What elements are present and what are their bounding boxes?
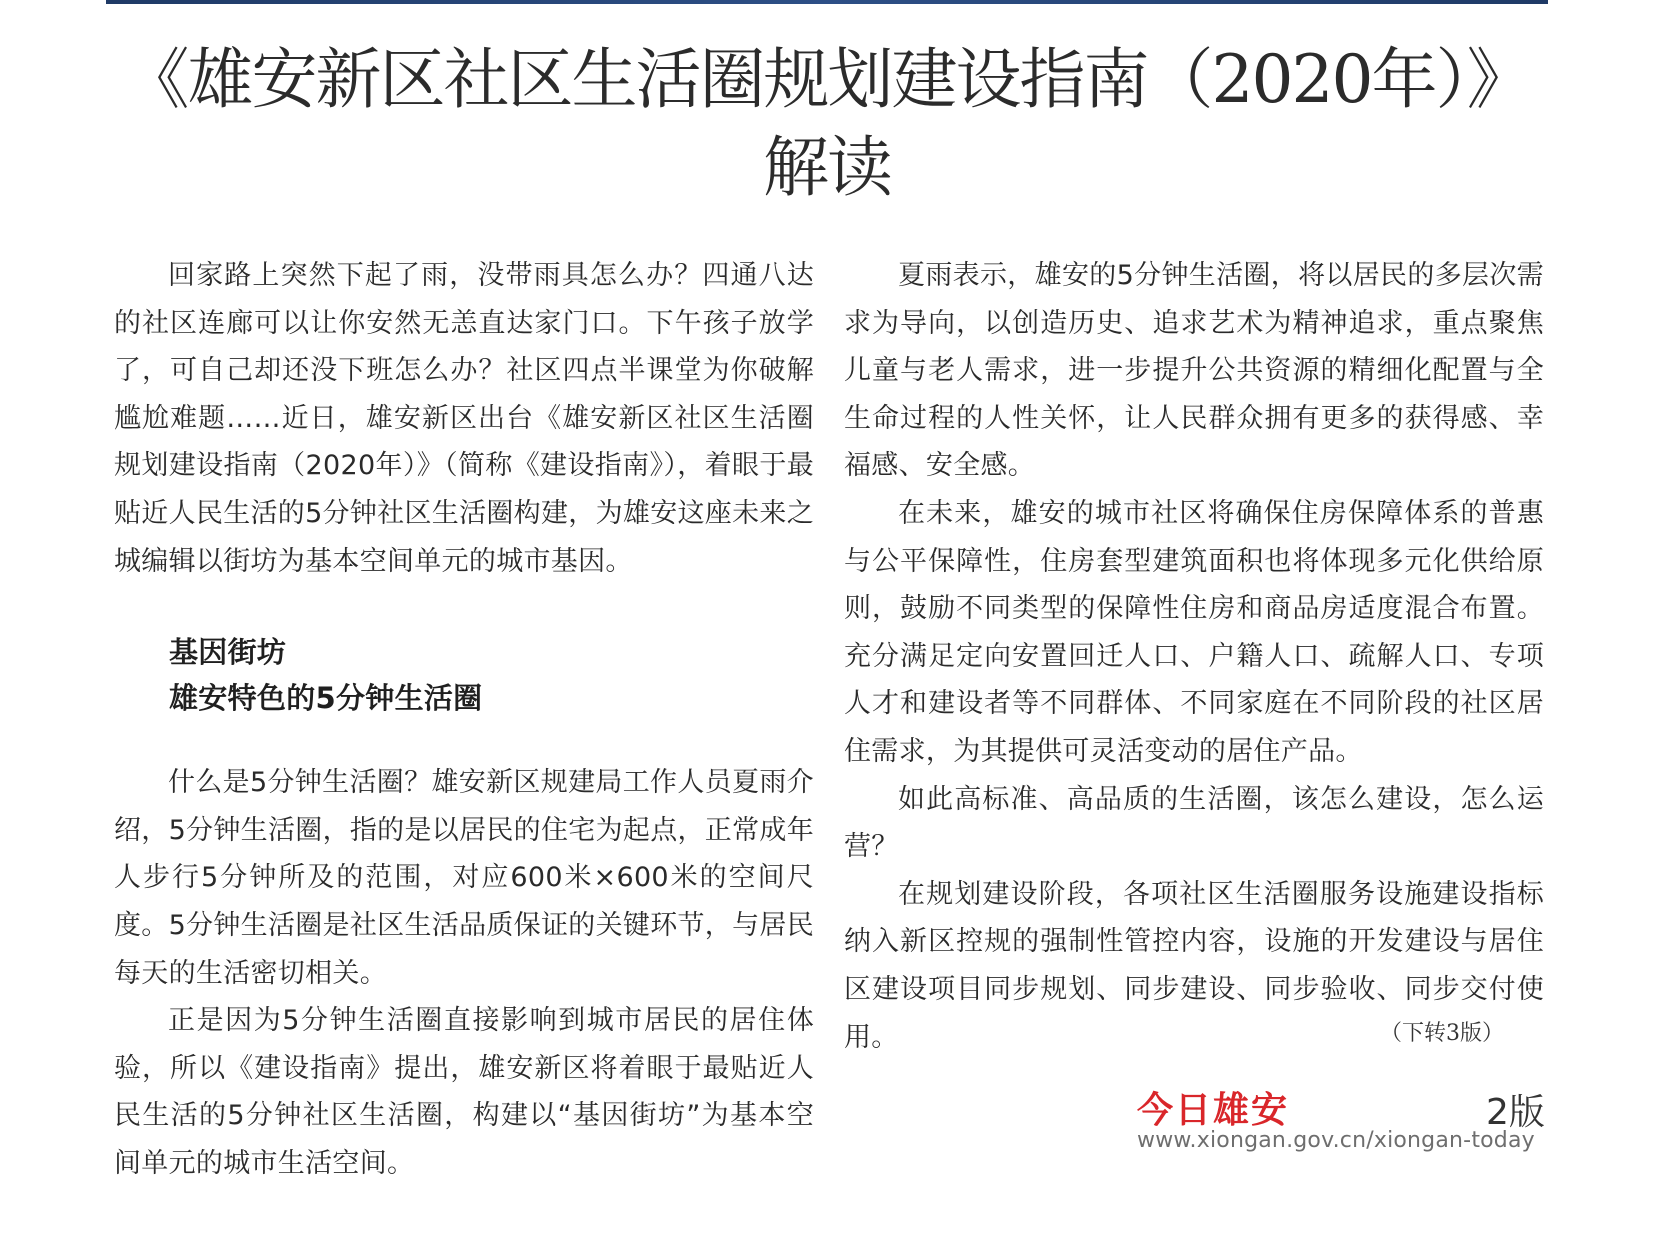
- section-heading-line-2: 雄安特色的5分钟生活圈: [169, 681, 483, 716]
- page-title: [106, 36, 1548, 212]
- paragraph: 回家路上突然下起了雨，没带雨具怎么办？四通八达的社区连廊可以让你安然无恙直达家门口。下午孩子放学了，可自己却还没下班怎么办？社区四点半课堂为你破解尴尬难题……近日，雄安新区出台《雄安新区社区生活圈规划建设指南（2020年）》（简称《建设指南》），着眼于最贴近人民生活的5分钟社区生活圈构建，为雄安这座未来之城编辑以街坊为基本空间单元的城市基因。: [114, 260, 814, 577]
- paragraph: 在未来，雄安的城市社区将确保住房保障体系的普惠与公平保障性，住房套型建筑面积也将体现多元化供给原则，鼓励不同类型的保障性住房和商品房适度混合布置。充分满足定向安置回迁人口、户籍人口、疏解人口、专项人才和建设者等不同群体、不同家庭在不同阶段的社区居住需求，为其提供可灵活变动的居住产品。: [844, 497, 1544, 767]
- title-line-2: 解读: [763, 129, 891, 206]
- title-line-1: 《雄安新区社区生活圈规划建设指南（2020年）》: [123, 41, 1531, 118]
- left-column: [114, 252, 814, 1188]
- masthead-logo: 今日雄安: [1137, 1089, 1290, 1131]
- paragraph: 在规划建设阶段，各项社区生活圈服务设施建设指标纳入新区控规的强制性管控内容，设施的开发建设与居住区建设项目同步规划、同步建设、同步验收、同步交付使用。: [844, 878, 1544, 1053]
- right-column: [844, 252, 1544, 1061]
- continued-note: （下转3版）: [1380, 1021, 1504, 1046]
- top-rule: [106, 0, 1548, 4]
- paragraph: 夏雨表示，雄安的5分钟生活圈，将以居民的多层次需求为导向，以创造历史、追求艺术为精神追求，重点聚焦儿童与老人需求，进一步提升公共资源的精细化配置与全生命过程的人性关怀，让人民群众拥有更多的获得感、幸福感、安全感。: [844, 260, 1544, 482]
- footer-url: www.xiongan.gov.cn/xiongan-today: [1137, 1128, 1535, 1153]
- paragraph: 正是因为5分钟生活圈直接影响到城市居民的居住体验，所以《建设指南》提出，雄安新区将着眼于最贴近人民生活的5分钟社区生活圈，构建以“基因街坊”为基本空间单元的城市生活空间。: [114, 1005, 814, 1179]
- section-heading: [114, 629, 814, 721]
- page-number: 2版: [1486, 1092, 1545, 1133]
- paragraph: 如此高标准、高品质的生活圈，该怎么建设，怎么运营？: [844, 783, 1544, 863]
- paragraph: 什么是5分钟生活圈？雄安新区规建局工作人员夏雨介绍，5分钟生活圈，指的是以居民的住宅为起点，正常成年人步行5分钟所及的范围，对应600米×600米的空间尺度。5分钟生活圈是社区生活品质保证的关键环节，与居民每天的生活密切相关。: [114, 767, 814, 989]
- section-heading-line-1: 基因街坊: [169, 635, 287, 670]
